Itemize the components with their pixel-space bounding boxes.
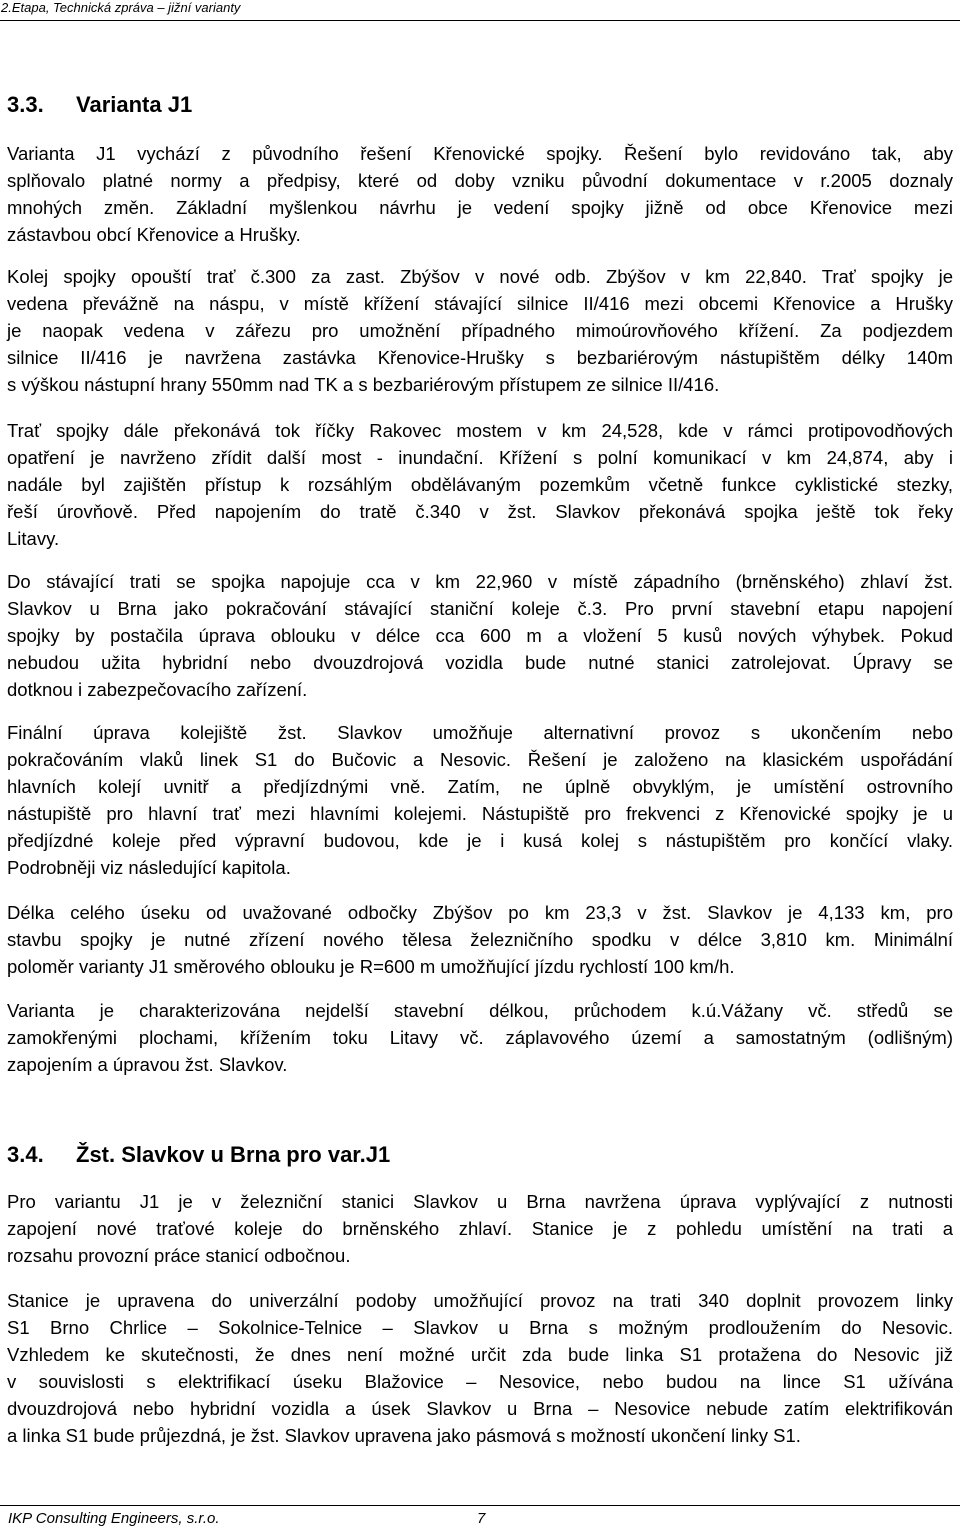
text-line: Trať spojky dále překonává tok říčky Rakovec mostem v km 24,528, kde v rámci protipovodňových [7,420,953,441]
text-line: zástavbou obcí Křenovice a Hrušky. [7,224,301,245]
section-title: Varianta J1 [76,92,193,117]
text-line: Varianta je charakterizována nejdelší stavební délkou, průchodem k.ú.Vážany vč. středů se [7,1000,953,1021]
text-line: dvouzdrojová nebo hybridní vozidla a úsek Slavkov u Brna – Nesovice nebude zatím elektrifikován [7,1398,953,1419]
text-line: S1 Brno Chrlice – Sokolnice-Telnice – Slavkov u Brna s možným prodloužením do Nesovic. [7,1317,953,1338]
paragraph-j1-final-layout [7,719,953,881]
text-line: opatření je navrženo zřídit další most - inundační. Křížení s polní komunikací v km 24,874, aby i [7,447,953,468]
text-line: Vzhledem ke skutečnosti, že dnes není možné určit zda bude linka S1 protažena do Nesovic již [7,1344,953,1365]
text-line: Finální úprava kolejiště žst. Slavkov umožňuje alternativní provoz s ukončením nebo [7,722,953,743]
paragraph-j1-connection [7,568,953,703]
paragraph-j1-length [7,899,953,980]
text-line: zapojení nové traťové koleje do brněnského zhlaví. Stanice je z pohledu umístění na trati a [7,1218,953,1239]
text-line: vedena převážně na náspu, v místě křížení stávající silnice II/416 mezi obcemi Křenovice a Hrušky [7,293,953,314]
text-line: mnohých změn. Základní myšlenkou návrhu je vedení spojky jižně od obce Křenovice mezi [7,197,953,218]
text-line: dotknou i zabezpečovacího zařízení. [7,679,308,700]
text-line: silnice II/416 je navržena zastávka Křenovice-Hrušky s bezbariérovým nástupištěm délky 140m [7,347,953,368]
text-line: nebudou užita hybridní nebo dvouzdrojová vozidla bude nutné stanici zatrolejovat. Úpravy se [7,652,953,673]
paragraph-j1-intro [7,140,953,248]
text-line: Do stávající trati se spojka napojuje cca v km 22,960 v místě západního (brněnského) zhlaví žst. [7,571,953,592]
text-line: rozsahu provozní práce stanicí odbočnou. [7,1245,351,1266]
text-line: Délka celého úseku od uvažované odbočky Zbýšov po km 23,3 v žst. Slavkov je 4,133 km, pro [7,902,953,923]
text-line: poloměr varianty J1 směrového oblouku je R=600 m umožňující jízdu rychlostí 100 km/h. [7,956,735,977]
text-line: hlavních kolejí uvnitř a předjízdnými vně. Zatím, ne úplně obvyklým, je umístění ostrovního [7,776,953,797]
text-line: splňovalo platné normy a předpisy, které od doby vzniku původní dokumentace v r.2005 doznaly [7,170,953,191]
text-line: Slavkov u Brna jako pokračování stávající staniční koleje č.3. Pro první stavební etapu napojení [7,598,953,619]
text-line: Pro variantu J1 je v železniční stanici Slavkov u Brna navržena úprava vyplývající z nutnosti [7,1191,953,1212]
text-line: a linka S1 bude průjezdná, je žst. Slavkov upravena jako pásmová s možností ukončení linky S1. [7,1425,801,1446]
paragraph-j1-route [7,263,953,398]
text-line: Varianta J1 vychází z původního řešení Křenovické spojky. Řešení bylo revidováno tak, aby [7,143,953,164]
section-number: 3.4. [7,1142,44,1167]
text-line: zapojením a úpravou žst. Slavkov. [7,1054,288,1075]
text-line: spojky by postačila úprava oblouku v délce cca 600 m a vložení 5 kusů nových výhybek. Pokud [7,625,953,646]
text-line: zamokřenými plochami, křížením toku Litavy vč. záplavového území a samostatným (odlišným) [7,1027,953,1048]
text-line: v souvislosti s elektrifikací úseku Blažovice – Nesovice, nebo budou na lince S1 užívána [7,1371,953,1392]
text-line: stavbu spojky je nutné zřízení nového tělesa železničního spodku v délce 3,810 km. Minimální [7,929,953,950]
section-heading-3-4 [7,1142,390,1168]
section-title: Žst. Slavkov u Brna pro var.J1 [76,1142,391,1167]
section-number: 3.3. [7,92,44,117]
paragraph-j1-characteristics [7,997,953,1078]
text-line: předjízdné koleje před výpravní budovou, kde je i kusá kolej s nástupištěm pro končící vlaky. [7,830,953,851]
text-line: s výškou nástupní hrany 550mm nad TK a s bezbariérovým přístupem ze silnice II/416. [7,374,720,395]
text-line: je naopak vedena v zářezu pro umožnění případného mimoúrovňového křížení. Za podjezdem [7,320,953,341]
text-line: Litavy. [7,528,60,549]
page-number: 7 [477,1510,486,1527]
text-line: Podrobněji viz následující kapitola. [7,857,291,878]
paragraph-j1-bridges [7,417,953,552]
text-line: pokračováním vlaků linek S1 do Bučovic a Nesovic. Řešení je založeno na klasickém uspořádání [7,749,953,770]
text-line: nástupiště pro hlavní trať mezi hlavními kolejemi. Nástupiště pro frekvenci z Křenovické spojky je u [7,803,953,824]
page-footer [0,1505,960,1532]
text-line: nadále byl zajištěn přístup k rozsáhlým obdělávaným pozemkům včetně funkce cyklistické stezky, [7,474,953,495]
text-line: Stanice je upravena do univerzální podoby umožňující provoz na trati 340 doplnit provozem linky [7,1290,953,1311]
text-line: Kolej spojky opouští trať č.300 za zast. Zbýšov v nové odb. Zbýšov v km 22,840. Trať spojky je [7,266,953,287]
text-line: řeší úrovňově. Před napojením do tratě č.340 v žst. Slavkov překonává spojka ještě tok řeky [7,501,953,522]
paragraph-slavkov-universal [7,1287,953,1449]
section-heading-3-3 [7,92,192,118]
page-header [0,0,960,21]
paragraph-slavkov-intro [7,1188,953,1269]
header-title: 2.Etapa, Technická zpráva – jižní varianty [1,0,241,15]
footer-company: IKP Consulting Engineers, s.r.o. [8,1510,220,1527]
